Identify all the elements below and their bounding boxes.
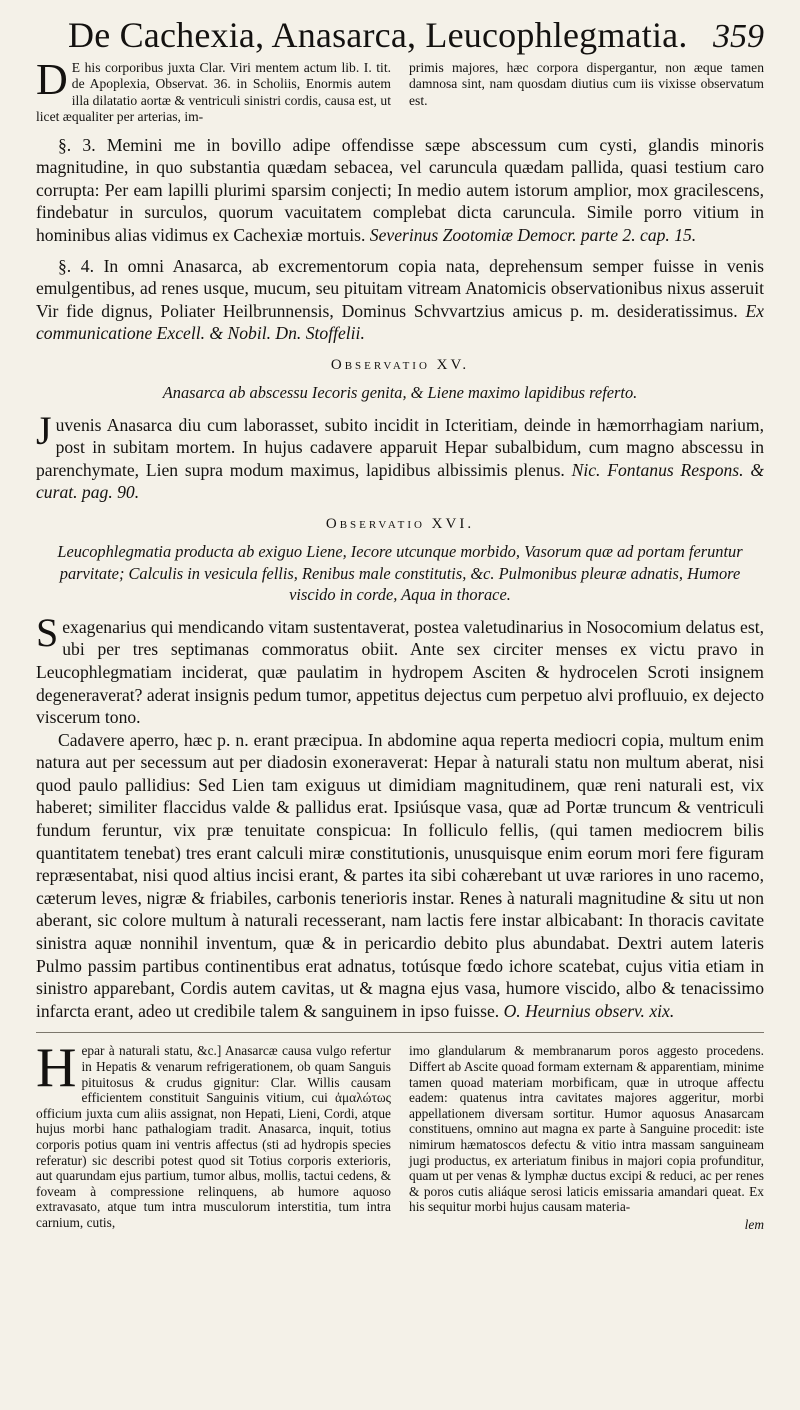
top-note — [36, 55, 764, 126]
top-note-right-text: primis majores, hæc corpora dispergantur, non æque tamen damnosa sint, nam quosdam diutius cum iis vixisse observatum est. — [409, 60, 764, 108]
dropcap-j: J — [36, 407, 52, 453]
section-4 — [36, 255, 764, 345]
section-3-text: §. 3. Memini me in bovillo adipe offendisse sæpe abscessum cum cysti, glandis minoris magnitudine, in quo substantia quædam sebacea, vel caruncula quædam pallida, quasi testium caro corrupta: Per eam lapilli plurimi sparsim conjecti; In medio autem istorum amplior, mox gracilescens, findebatur in surculos, quorum vacuitatem complebat dicta caruncula. Simile porro vitium in hominibus alias vidimus ex Cachexiæ mortuis. — [36, 134, 764, 245]
scholion-right-column — [409, 1043, 764, 1232]
page-title: De Cachexia, Anasarca, Leucophlegmatia. — [68, 15, 688, 55]
page-number: 359 — [713, 18, 764, 55]
dropcap-d: D — [36, 55, 68, 104]
observation-16-subtitle: Leucophlegmatia producta ab exiguo Liene, Iecore utcunque morbido, Vasorum quæ ad portam feruntur parvitate; Calculis in vesicula fellis, Renibus male constitutis, &c. Pulmonibus pleuræ adnatis, Humore viscido in corde, Aqua in thorace. — [57, 541, 743, 605]
observation-16-paragraph-1 — [36, 609, 764, 729]
catchword: lem — [744, 1216, 764, 1232]
dropcap-h: H — [36, 1037, 77, 1100]
scholion-left-column — [36, 1037, 391, 1232]
section-3 — [36, 134, 764, 247]
running-header — [68, 14, 764, 56]
scholion-left-text: epar à naturali statu, &c.] Anasarcæ causa vulgo refertur in Hepatis & venarum refrigerationem, ob quam Sanguis pituitosus & crudus gignitur: Clar. Willis causam efficientem constituit Sanguinis vitium, cui ἀμαλώτως officium juxta cum aliis assignat, non Hepati, Lieni, Cordi, atque hujus morbi hanc pathalogiam tradit. Anasarca, inquit, totius corporis potius quam ini ventris affectus (sti ad hydropis species referatur) sic describi potest quod sit Totius corporis exterioris, aut quarundam ejus partium, tumor albus, mollis, tactui cedens, & foveam à compressione relinquens, ab humore aquoso extravasato, atque tum intra musculorum interstitia, tum intra carnium, cutis, — [36, 1043, 391, 1230]
scholion-right-text: imo glandularum & membranarum poros aggesto procedens. Differt ab Ascite quoad formam externam & apparentiam, minime tamen quoad materiam morbificam, quæ in utroque affectu eadem: quatenus intra cavitates majores aggeritur, morbi appellationem diversam sortitur. Humor aquosus Anasarcam constituens, omnino aut magna ex parte à Sanguine procedit: iste nimirum hæmatoscos defectu & vitio intra massam sanguineam jugi productus, ex arteriatum finibus in majori copia profunditur, quam ut per venas & lymphæ ductus excipi & reduci, ac per renes & poros cutis aliáque serosi laticis emissaria amandari queat. Ex his sequitur morbi hujus causam materia- — [409, 1043, 764, 1215]
observation-16-text-1: exagenarius qui mendicando vitam sustentaverat, postea valetudinarius in Nosocomium delatus est, ubi per tres septimanas commoratus obiit. Ante sex circiter menses ex victu pravo in Leucophlegmatiam inciderat, quæ paulatim in hydropem Asciten & hydrocelen Scroti insignem degeneraverat? aderat insignis pedum tumor, appetitus dejectus cum perpetuo alvi profluuio, ex dejecto viscerum tono. — [36, 616, 764, 728]
observation-15-subtitle: Anasarca ab abscessu Iecoris genita, & Liene maximo lapidibus referto. — [162, 382, 638, 402]
observation-16-paragraph-2 — [36, 729, 764, 1023]
section-4-text: §. 4. In omni Anasarca, ab excrementorum copia nata, deprehensum semper fuisse in venis emulgentibus, ad renes usque, mucum, seu pituitam vitream Anatomicis observationibus nixus asseruit Vir fide dignus, Poliater Heilbrunnensis, Dominus Schvvartzius amicus p. m. desideratissimus. — [36, 255, 764, 321]
dropcap-s: S — [36, 609, 59, 655]
observation-16-text-2: Cadavere aperro, hæc p. n. erant præcipua. In abdomine aqua reperta mediocri copia, multum enim natura aut per secessum aut per diadosin exoneraverat: Hepar à naturali statu non multum aberat, nisi quod paulo pallidius: Sed Lien tam exiguus ut dimidiam magnitudinem, quæ reni naturali est, vix haberet; similiter flaccidus valde & pallidus erat. Ipsiúsque vasa, quæ ad Portæ truncum & ventriculi fundum feruntur, vix præ tenuitate conspicua: In folliculo fellis, (qui tamen mediocrem bilis quantitatem tenebat) tres erant calculi miræ constitutionis, unusquisque enim eorum mori fere figuram repræsentabat, nisi quod altius incisi erant, & partes ita sibi cohærebant ut uvæ rariores in uno racemo, cæterum leves, nigræ & friabiles, carbonis tenerioris instar. Renes à naturali magnitudine & situ ut non aberant, sic colore multum à naturali recesserant, nam lactis fere instar albicabant: In thoracis cavitate sinistra aquæ nonnihil inventum, quæ & in pericardio debito plus abundabat. Dextri autem lateris Pulmo passim partibus continentibus erat adnatus, totúsque fœdo ichore scatebat, cujus vitia etiam in sinistro apparebant, Cordis autem cavitas, ut & magna ejus vasa, humore viscido, albo & tenacissimo infarcta erant, adeo ut credibile talem & sanguinem in ipso fuisse. — [36, 729, 764, 1021]
observation-15-source: Nic. Fontanus Respons. & curat. pag. 90. — [36, 459, 765, 503]
section-3-source: Severinus Zootomiæ Democr. parte 2. cap. 15. — [369, 225, 697, 245]
top-note-left-column — [36, 55, 391, 126]
section-divider — [36, 1032, 764, 1033]
observation-15-heading: Observatio XV. — [330, 356, 470, 373]
scholion — [36, 1037, 764, 1232]
top-note-left-text: E his corporibus juxta Clar. Viri mentem actum lib. I. tit. de Apoplexia, Observat. 36. in Scholiis, Enormis autem illa dilatatio aortæ & ventriculi sinistri cordis, causa est, ut licet æqualiter per arterias, im- — [36, 60, 391, 125]
observation-16-heading: Observatio XVI. — [325, 515, 475, 532]
section-4-source: Ex communicatione Excell. & Nobil. Dn. Stoffelii. — [36, 300, 764, 344]
observation-16-source: O. Heurnius observ. xix. — [503, 1000, 675, 1021]
observation-15-body — [36, 407, 765, 504]
top-note-right-column — [409, 60, 764, 126]
observation-15-text: uvenis Anasarca diu cum laborasset, subito incidit in Icteritiam, deinde in hæmorrhagiam narium, post in subitam mortem. In hujus cadavere apparuit Hepar subalbidum, cum magno abscessu in parenchymate, Lien supra modum maximus, lapidibus albissimis plenus. — [36, 414, 764, 480]
